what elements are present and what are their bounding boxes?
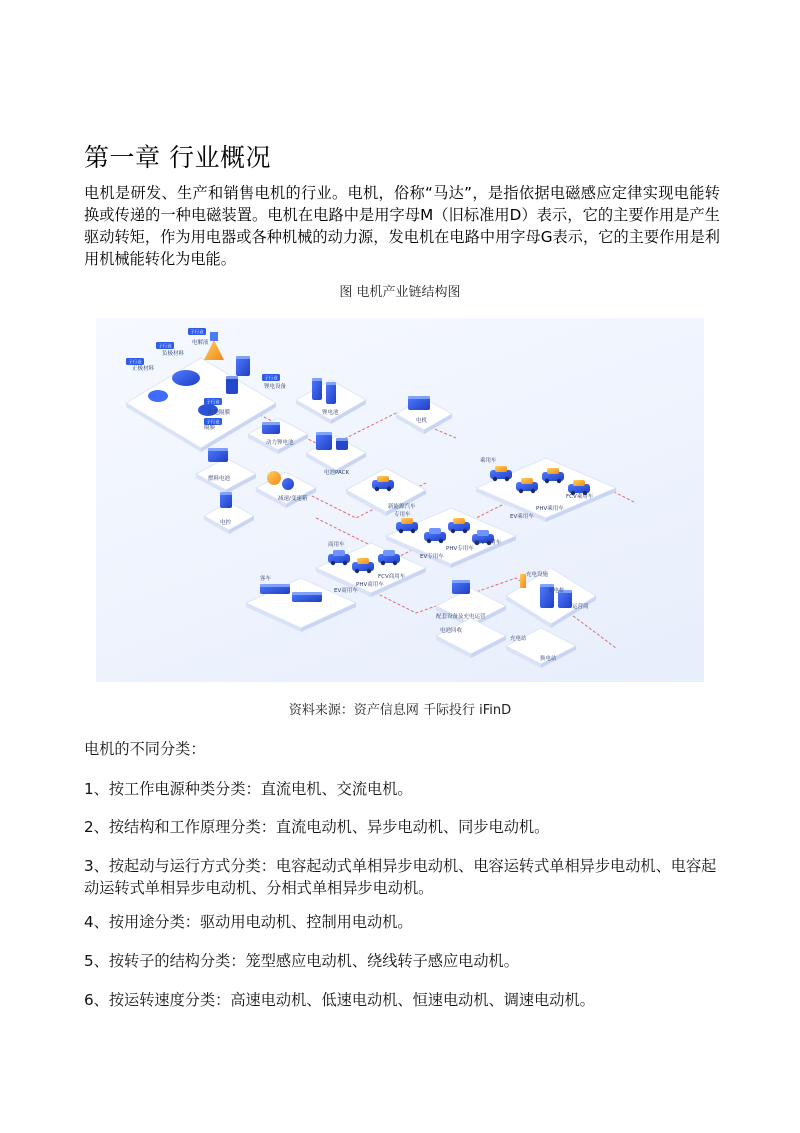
upstream-tag-1-text: 子行业 — [190, 330, 204, 336]
electrolyte-flask-neck — [210, 332, 218, 341]
special-car-1-wheel-rear — [411, 529, 415, 533]
lithium-battery-icon-1-top — [312, 378, 322, 381]
classification-item: 3、按起动与运行方式分类：电容起动式单相异步电动机、电容运转式单相异步电动机、电容起动运转式单相异步电动机、分相式单相异步电动机。 — [84, 857, 717, 897]
commercial-truck-2-roof — [357, 558, 369, 564]
midstream-label-gearbox: 减速/变速箱 — [278, 496, 308, 502]
classification-item: 2、按结构和工作原理分类：直流电动机、异步电动机、同步电动机。 — [84, 818, 550, 836]
upstream-label-equipment: 锂电设备 — [264, 384, 287, 390]
power-battery-icon-top — [262, 422, 280, 425]
vehicle-label-fcv-commercial: FCV商用车 — [378, 574, 406, 580]
commercial-truck-1-roof — [333, 550, 345, 556]
passenger-car-1-wheel-front — [493, 477, 497, 481]
vehicle-label-phv-passenger: PHV乘用车 — [536, 506, 564, 512]
lithium-equipment-icon-top — [236, 356, 250, 359]
vehicle-label-fcv-passenger: FCV乘用车 — [566, 494, 594, 500]
service-equipment-icon-top — [452, 580, 470, 583]
upstream-label-anode: 负极材料 — [162, 351, 185, 357]
industry-chain-diagram — [96, 318, 704, 682]
special-car-2-wheel-front — [427, 539, 431, 543]
special-car-3-wheel-rear — [463, 529, 467, 533]
cathode-material-icon — [148, 390, 168, 402]
special-car-2-wheel-rear — [439, 539, 443, 543]
upstream-tag-2-text: 子行业 — [158, 344, 172, 350]
vehicle-label-bus: 客车 — [260, 576, 272, 582]
passenger-car-1-wheel-rear — [505, 477, 509, 481]
upstream-tag-5-text: 子行业 — [206, 420, 220, 426]
controller-icon-top — [220, 492, 232, 495]
commercial-truck-1-wheel-rear — [343, 561, 347, 565]
special-car-1-roof — [401, 518, 413, 524]
upstream-label-separator: 电池隔膜 — [208, 410, 231, 416]
classification-item: 5、按转子的结构分类：笼型感应电动机、绕线转子感应电动机。 — [84, 952, 519, 970]
classification-item: 6、按运转速度分类：高速电动机、低速电动机、恒速电动机、调速电动机。 — [84, 991, 595, 1009]
fuel-cell-icon-top — [208, 448, 228, 451]
passenger-car-2-wheel-rear — [531, 489, 535, 493]
lithium-battery-icon-2-top — [326, 382, 336, 385]
vehicle-label-ev-special: EV专用车 — [420, 554, 444, 560]
battery-pack-icon-2-top — [336, 438, 348, 441]
midstream-label-pack: 电池PACK — [324, 470, 350, 476]
midstream-label-fuel-cell: 燃料电池 — [208, 476, 231, 482]
vehicle-label-passenger: 乘用车 — [480, 458, 497, 464]
downstream-label-pile: 充电桩 — [548, 588, 565, 594]
vehicle-label-fcv-special: FCV专用车 — [474, 540, 502, 546]
upstream-label-electrolyte: 电解液 — [192, 340, 209, 346]
special-car-2-roof — [429, 528, 441, 534]
special-car-3-roof — [453, 518, 465, 524]
lithium-battery-icon-2 — [326, 382, 336, 404]
bus-icon-2-top — [292, 592, 322, 595]
intro-paragraph: 电机是研发、生产和销售电机的行业。电机，俗称“马达”，是指依据电磁感应定律实现电能转换或传递的一种电磁装置。电机在电路中是用字母M（旧标准用D）表示，它的主要作用是产生驱动转矩，作为用电器或各种机械的动力源，发电机在电路中用字母G表示，它的主要作用是利用机械能转化为电能。 — [84, 184, 720, 268]
downstream-label-station: 充电站 — [510, 636, 527, 642]
fuel-cell-platform — [196, 458, 256, 490]
midstream-label-lithium-battery: 锂电池 — [322, 410, 339, 416]
lithium-battery-icon-1 — [312, 378, 322, 400]
downstream-label-operator: 运营商 — [572, 604, 589, 610]
bus-icon-1-top — [260, 584, 290, 587]
battery-pack-icon-top — [316, 432, 332, 435]
anode-material-icon — [172, 370, 200, 386]
special-car-1-wheel-front — [399, 529, 403, 533]
recycle-platform — [436, 618, 506, 654]
midstream-label-motor: 电机 — [416, 418, 428, 424]
passenger-car-1-roof — [495, 466, 507, 472]
passenger-car-2-roof — [521, 478, 533, 484]
nev-car-wheel-rear — [387, 487, 391, 491]
nev-car-roof — [377, 476, 389, 482]
midstream-label-controller: 电控 — [220, 520, 232, 526]
vehicle-label-special: 专用车 — [394, 512, 411, 518]
passenger-car-3-wheel-rear — [557, 479, 561, 483]
classification-item: 1、按工作电源种类分类：直流电机、交流电机。 — [84, 780, 413, 798]
upstream-label-cathode: 正极材料 — [132, 366, 155, 372]
passenger-car-2-wheel-front — [519, 489, 523, 493]
upstream-tag-3-text: 子行业 — [128, 360, 142, 366]
vehicle-label-commercial: 商用车 — [328, 542, 345, 548]
passenger-car-4-roof — [573, 480, 585, 486]
midstream-label-power-battery: 动力锂电池 — [266, 440, 294, 446]
downstream-label-service: 配套设备及充电运营 — [436, 614, 486, 620]
classification-item: 4、按用途分类：驱动用电动机、控制用电动机。 — [84, 913, 413, 931]
downstream-label-swap: 换电站 — [540, 656, 557, 662]
commercial-truck-3-roof — [383, 550, 395, 556]
source-caption: 资料来源：资产信息网 千际投行 iFinD — [288, 703, 512, 718]
commercial-truck-2-wheel-rear — [367, 569, 371, 573]
upstream-label-film: 隔膜 — [204, 425, 216, 431]
motor-icon-top — [408, 396, 430, 399]
special-car-4-roof — [477, 530, 489, 536]
commercial-truck-3-wheel-rear — [393, 561, 397, 565]
figure-caption: 图 电机产业链结构图 — [339, 285, 461, 300]
upstream-tag-4-text: 子行业 — [206, 400, 220, 406]
nev-car-wheel-front — [375, 487, 379, 491]
classification-heading: 电机的不同分类： — [84, 740, 206, 758]
vehicle-label-ev-commercial: EV商用车 — [334, 588, 358, 594]
vehicle-label-phv-commercial: PHV商用车 — [356, 582, 384, 588]
industry-chain-diagram-svg — [96, 318, 704, 682]
vehicle-label-ev-passenger: EV乘用车 — [510, 514, 534, 520]
chapter-title: 第一章 行业概况 — [84, 143, 271, 172]
charging-tower-icon-top — [540, 584, 554, 587]
commercial-truck-2-wheel-front — [355, 569, 359, 573]
passenger-car-3-wheel-front — [545, 479, 549, 483]
downstream-label-recycle: 电池回收 — [440, 628, 463, 634]
commercial-truck-1-wheel-front — [331, 561, 335, 565]
downstream-label-facility: 充电设施 — [526, 572, 549, 578]
upstream-tag-6-text: 子行业 — [264, 376, 278, 382]
vehicle-label-nev: 新能源汽车 — [388, 504, 416, 510]
special-car-3-wheel-front — [451, 529, 455, 533]
gear-icon — [267, 471, 281, 485]
vehicle-label-phv-special: PHV专用车 — [446, 546, 474, 552]
gear-icon-2 — [282, 478, 294, 490]
passenger-car-3-roof — [547, 468, 559, 474]
battery-cell-icon-top — [226, 376, 238, 379]
commercial-truck-3-wheel-front — [381, 561, 385, 565]
